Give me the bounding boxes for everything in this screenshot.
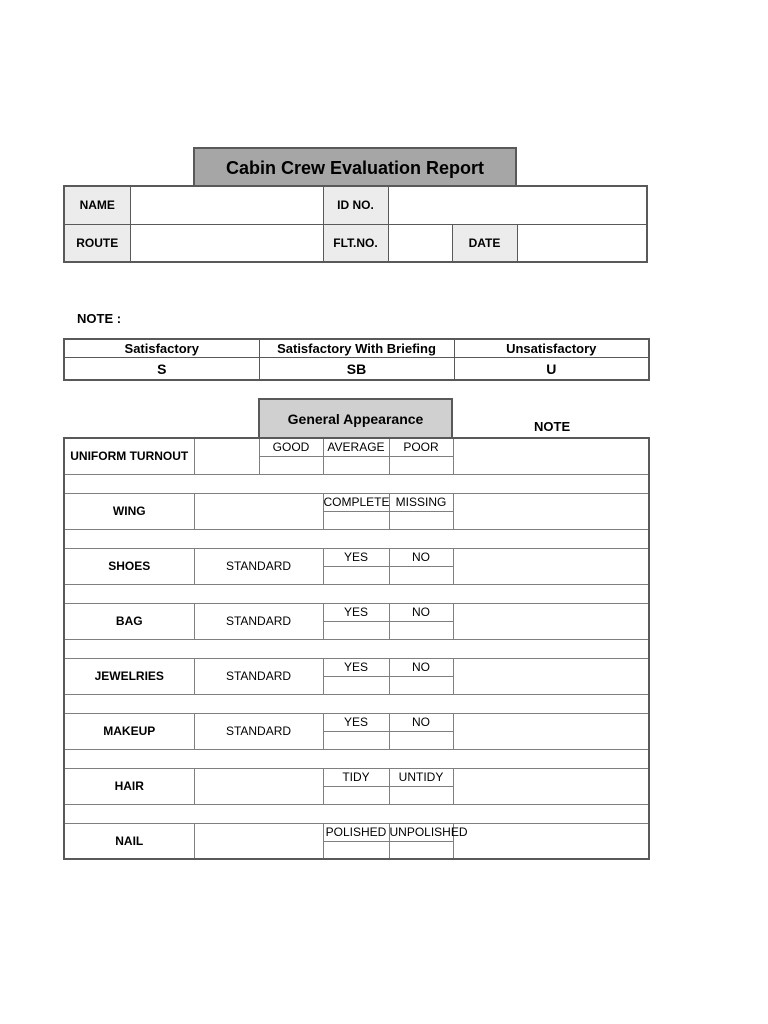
general-appearance-title: General Appearance: [258, 398, 453, 437]
name-field[interactable]: [130, 186, 323, 224]
check-opt2-nail[interactable]: [389, 841, 453, 859]
date-field[interactable]: [517, 224, 647, 262]
note-cell-bag[interactable]: [453, 603, 649, 639]
check-good[interactable]: [259, 456, 323, 474]
opt2-bag: NO: [389, 603, 453, 621]
opt1-nail: POLISHED: [323, 823, 389, 841]
opt2-wing: MISSING: [389, 493, 453, 511]
opt2-makeup: NO: [389, 713, 453, 731]
legend-label-unsatisfactory: Unsatisfactory: [454, 339, 649, 358]
note-cell-wing[interactable]: [453, 493, 649, 529]
opt1-wing: COMPLETE: [323, 495, 390, 509]
report-title: Cabin Crew Evaluation Report: [193, 147, 517, 187]
opt2-shoes: NO: [389, 548, 453, 566]
uniform-extra-cell: [194, 438, 259, 474]
route-field[interactable]: [130, 224, 323, 262]
legend-code-u: U: [454, 358, 649, 381]
note-column-label: NOTE: [534, 419, 571, 434]
legend-label-briefing: Satisfactory With Briefing: [259, 339, 454, 358]
check-opt2-shoes[interactable]: [389, 566, 453, 584]
check-opt2-hair[interactable]: [389, 786, 453, 804]
standard-makeup: STANDARD: [194, 713, 323, 749]
check-opt2-wing[interactable]: [389, 511, 453, 529]
standard-hair: [194, 768, 323, 804]
standard-shoes: STANDARD: [194, 548, 323, 584]
date-label: DATE: [452, 224, 517, 262]
check-average[interactable]: [323, 456, 389, 474]
flight-number-field[interactable]: [388, 224, 452, 262]
opt1-shoes: YES: [323, 548, 389, 566]
standard-nail: [194, 823, 323, 859]
check-poor[interactable]: [389, 456, 453, 474]
item-label-hair: HAIR: [64, 768, 194, 804]
name-label: NAME: [64, 186, 130, 224]
item-label-jewelries: JEWELRIES: [64, 658, 194, 694]
id-field[interactable]: [388, 186, 647, 224]
note-cell-makeup[interactable]: [453, 713, 649, 749]
check-opt1-jewelries[interactable]: [323, 676, 389, 694]
row-spacer: [64, 474, 649, 493]
option-poor: POOR: [389, 438, 453, 456]
note-cell-hair[interactable]: [453, 768, 649, 804]
standard-wing: [194, 493, 323, 529]
check-opt1-makeup[interactable]: [323, 731, 389, 749]
item-label-bag: BAG: [64, 603, 194, 639]
opt1-bag: YES: [323, 603, 389, 621]
opt2-nail: UNPOLISHED: [389, 825, 468, 839]
opt1-makeup: YES: [323, 713, 389, 731]
crew-info-table: [63, 185, 648, 263]
legend-code-s: S: [64, 358, 259, 381]
note-label: NOTE :: [77, 311, 122, 326]
route-label: ROUTE: [64, 224, 130, 262]
note-cell-nail[interactable]: [453, 823, 649, 859]
opt1-jewelries: YES: [323, 658, 389, 676]
legend-code-sb: SB: [259, 358, 454, 381]
row-spacer: [64, 529, 649, 548]
opt2-hair: UNTIDY: [389, 768, 453, 786]
row-spacer: [64, 749, 649, 768]
check-opt1-shoes[interactable]: [323, 566, 389, 584]
check-opt1-bag[interactable]: [323, 621, 389, 639]
check-opt2-bag[interactable]: [389, 621, 453, 639]
check-opt1-nail[interactable]: [323, 841, 389, 859]
note-cell-shoes[interactable]: [453, 548, 649, 584]
check-opt1-hair[interactable]: [323, 786, 389, 804]
row-spacer: [64, 804, 649, 823]
row-spacer: [64, 639, 649, 658]
check-opt2-makeup[interactable]: [389, 731, 453, 749]
rating-legend: [63, 338, 650, 381]
item-label-nail: NAIL: [64, 823, 194, 859]
check-opt1-wing[interactable]: [323, 511, 389, 529]
item-label-wing: WING: [64, 493, 194, 529]
standard-bag: STANDARD: [194, 603, 323, 639]
flight-number-label: FLT.NO.: [323, 224, 388, 262]
option-average: AVERAGE: [323, 438, 389, 456]
row-spacer: [64, 694, 649, 713]
opt1-hair: TIDY: [323, 768, 389, 786]
note-cell-jewelries[interactable]: [453, 658, 649, 694]
item-label-makeup: MAKEUP: [64, 713, 194, 749]
id-label: ID NO.: [323, 186, 388, 224]
check-opt2-jewelries[interactable]: [389, 676, 453, 694]
appearance-table: [63, 437, 650, 860]
row-spacer: [64, 584, 649, 603]
uniform-label: UNIFORM TURNOUT: [64, 438, 194, 474]
legend-label-satisfactory: Satisfactory: [64, 339, 259, 358]
option-good: GOOD: [259, 438, 323, 456]
standard-jewelries: STANDARD: [194, 658, 323, 694]
item-label-shoes: SHOES: [64, 548, 194, 584]
opt2-jewelries: NO: [389, 658, 453, 676]
uniform-note-cell[interactable]: [453, 438, 649, 474]
